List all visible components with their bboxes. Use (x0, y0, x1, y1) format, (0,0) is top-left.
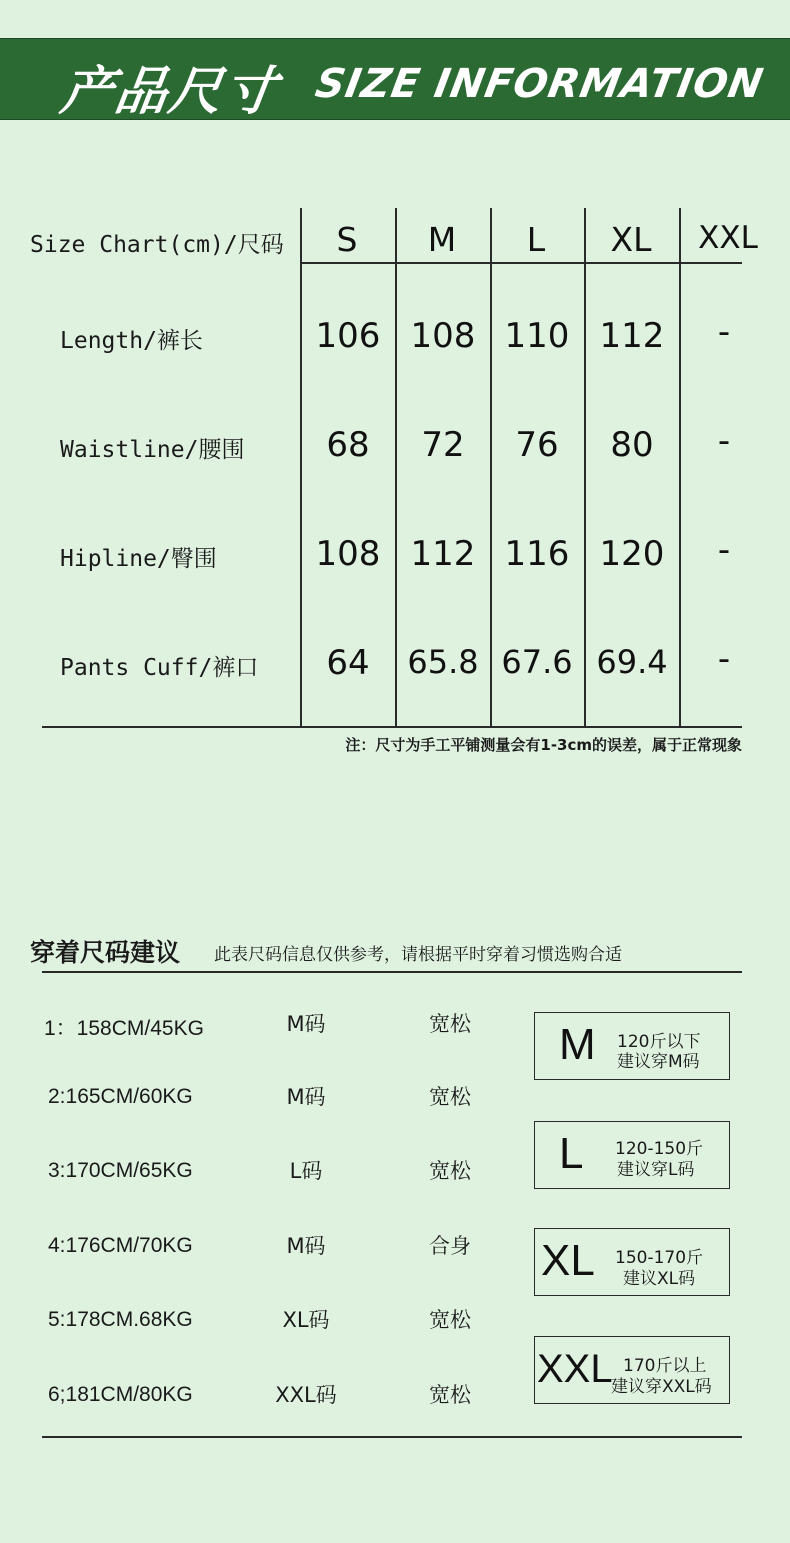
size-badge-xxl (534, 1336, 730, 1404)
measurement-note: 注：尺寸为手工平铺测量会有1-3cm的误差，属于正常现象 (345, 736, 742, 754)
size-chart-header-label: Size Chart(cm)/尺码 (30, 232, 284, 258)
table-cell: - (717, 421, 731, 461)
table-cell: 64 (326, 643, 370, 683)
recommendation-title: 穿着尺码建议 (30, 938, 181, 967)
recommended-size: XXL码 (275, 1383, 337, 1407)
row-label-length: Length/裤长 (60, 328, 203, 354)
recommended-size: L码 (289, 1159, 323, 1183)
table-cell: 112 (410, 534, 476, 574)
badge-recommendation: 建议穿XXL码 (611, 1377, 712, 1397)
table-cell: - (717, 312, 731, 352)
size-header-xxl: XXL (698, 220, 758, 256)
table-cell: 76 (515, 425, 559, 465)
table-cell: - (717, 639, 731, 679)
fit-type: 宽松 (429, 1308, 471, 1332)
size-header-s: S (336, 220, 358, 259)
table-cell: - (717, 530, 731, 570)
banner-title-cn: 产品尺寸 (57, 62, 282, 122)
badge-size-letter: XXL (537, 1347, 613, 1391)
recommendation-top-rule (42, 971, 742, 973)
recommended-size: M码 (286, 1012, 326, 1036)
badge-size-letter: M (559, 1020, 596, 1069)
recommended-size: M码 (286, 1085, 326, 1109)
height-weight: 5:178CM.68KG (48, 1308, 193, 1331)
recommended-size: XL码 (282, 1308, 330, 1332)
table-cell: 65.8 (407, 643, 479, 681)
recommendation-bottom-rule (42, 1436, 742, 1438)
height-weight: 4:176CM/70KG (48, 1234, 193, 1257)
badge-recommendation: 建议穿M码 (617, 1052, 700, 1072)
badge-weight-range: 150-170斤 (615, 1248, 704, 1268)
fit-type: 宽松 (429, 1383, 471, 1407)
table-cell: 80 (610, 425, 654, 465)
size-badge-xl (534, 1228, 730, 1296)
table-cell: 112 (599, 316, 665, 356)
row-label-waistline: Waistline/腰围 (60, 437, 245, 463)
badge-weight-range: 120-150斤 (615, 1139, 704, 1159)
badge-recommendation: 建议穿L码 (617, 1160, 695, 1180)
badge-weight-range: 170斤以上 (623, 1356, 707, 1376)
table-cell: 67.6 (501, 643, 573, 681)
row-label-hipline: Hipline/臀围 (60, 546, 217, 572)
height-weight: 1：158CM/45KG (44, 1017, 204, 1040)
size-header-m: M (427, 220, 457, 259)
table-cell: 106 (315, 316, 381, 356)
table-bottom-rule (42, 726, 742, 728)
fit-type: 宽松 (429, 1159, 471, 1183)
recommendation-subtitle: 此表尺码信息仅供参考，请根据平时穿着习惯选购合适 (214, 945, 622, 965)
badge-recommendation: 建议XL码 (623, 1269, 696, 1289)
height-weight: 6;181CM/80KG (48, 1383, 193, 1406)
list-item (0, 1085, 790, 1125)
fit-type: 宽松 (429, 1012, 471, 1036)
table-cell: 72 (421, 425, 465, 465)
fit-type: 宽松 (429, 1085, 471, 1109)
table-cell: 68 (326, 425, 370, 465)
height-weight: 3:170CM/65KG (48, 1159, 193, 1182)
size-header-l: L (526, 220, 546, 259)
height-weight: 2:165CM/60KG (48, 1085, 193, 1108)
table-cell: 110 (504, 316, 570, 356)
table-cell: 108 (315, 534, 381, 574)
banner-title-en: SIZE INFORMATION (311, 61, 768, 107)
table-cell: 69.4 (596, 643, 668, 681)
table-cell: 116 (504, 534, 570, 574)
size-badge-m (534, 1012, 730, 1080)
fit-type: 合身 (429, 1234, 471, 1258)
size-badge-l (534, 1121, 730, 1189)
table-cell: 108 (410, 316, 476, 356)
table-header-rule (300, 262, 742, 264)
recommended-size: M码 (286, 1234, 326, 1258)
badge-size-letter: XL (541, 1236, 595, 1285)
badge-weight-range: 120斤以下 (617, 1032, 701, 1052)
size-header-xl: XL (610, 220, 652, 259)
badge-size-letter: L (559, 1129, 584, 1178)
table-cell: 120 (599, 534, 665, 574)
row-label-pants-cuff: Pants Cuff/裤口 (60, 655, 259, 681)
